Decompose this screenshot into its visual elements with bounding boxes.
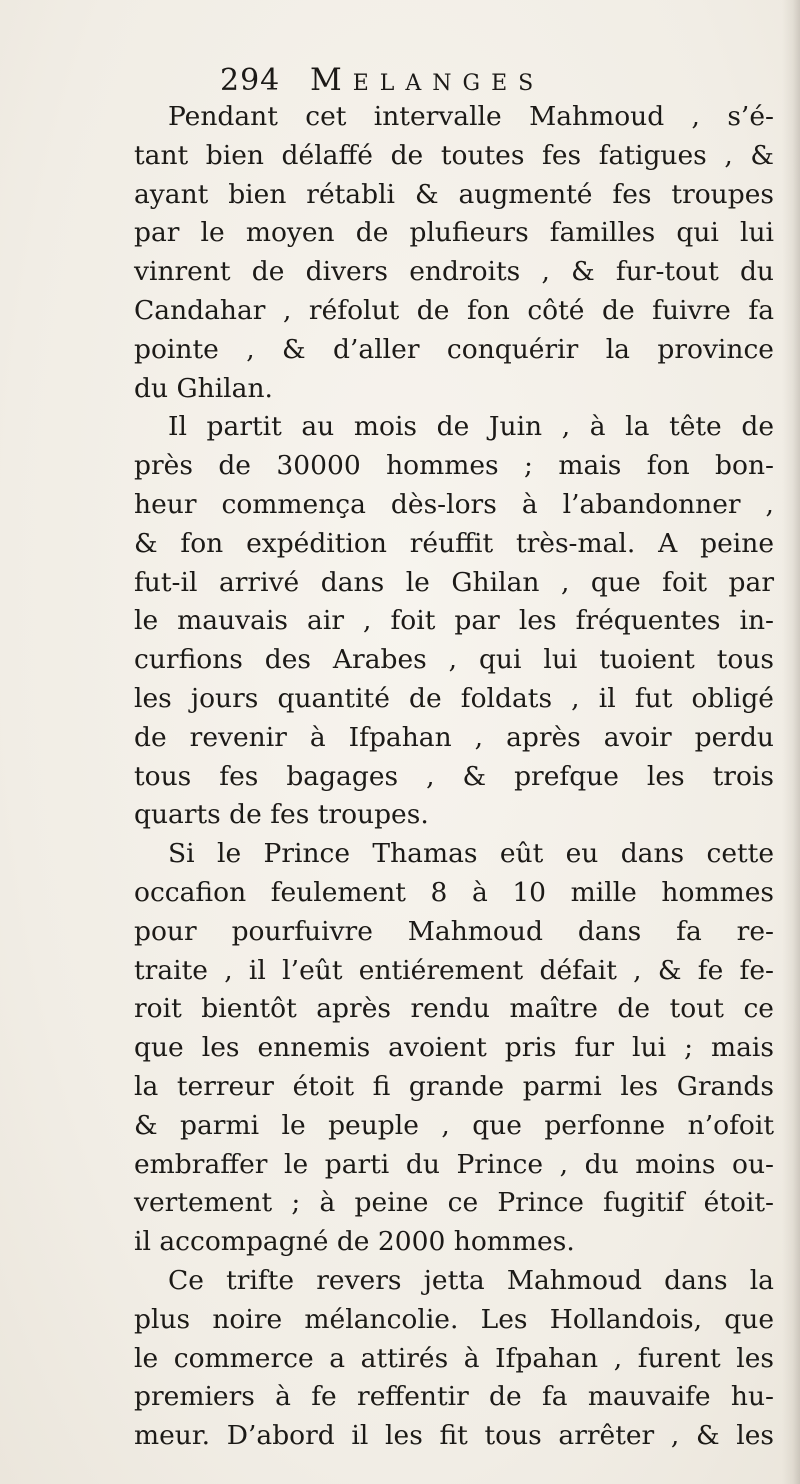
text-line: plus noire mélancolie. Les Hollandois, que (134, 1303, 774, 1335)
running-head (220, 62, 660, 102)
page-edge-shadow (782, 0, 800, 1484)
text-line: & parmi le peuple , que perfonne n’ofoit (134, 1109, 774, 1141)
text-line: du Ghilan. (134, 372, 273, 404)
paragraph (134, 835, 774, 1262)
text-line: occafion feulement 8 à 10 mille hommes (134, 876, 774, 908)
text-line: traite , il l’eût entiérement défait , & fe fe- (134, 954, 774, 986)
text-line: vinrent de divers endroits , & fur-tout du (134, 256, 774, 288)
paragraph (134, 98, 774, 408)
text-line: curfions des Arabes , qui lui tuoient tous (134, 644, 774, 676)
text-line: il accompagné de 2000 hommes. (134, 1226, 575, 1258)
text-line: Il partit au mois de Juin , à la tête de (168, 411, 774, 443)
text-line: embraffer le parti du Prince , du moins ou- (134, 1148, 774, 1180)
text-line: que les ennemis avoient pris fur lui ; mais (134, 1032, 774, 1064)
paragraph (134, 1262, 774, 1456)
text-line: Candahar , réfolut de fon côté de fuivre fa (134, 294, 774, 326)
text-line: Si le Prince Thamas eût eu dans cette (168, 838, 774, 870)
text-line: ayant bien rétabli & augmenté fes troupes (134, 178, 774, 210)
text-line: près de 30000 hommes ; mais fon bon- (134, 450, 774, 482)
running-title: Melanges (310, 62, 545, 98)
text-line: Pendant cet intervalle Mahmoud , s’é- (168, 101, 774, 132)
page-number: 294 (220, 63, 281, 98)
text-line: le commerce a attirés à Ifpahan , furent les (134, 1342, 774, 1374)
text-line: vertement ; à peine ce Prince fugitif étoit- (134, 1187, 774, 1219)
text-line: les jours quantité de foldats , il fut obligé (134, 682, 774, 714)
text-line: pour pourfuivre Mahmoud dans fa re- (134, 915, 774, 947)
text-line: la terreur étoit fi grande parmi les Grands (134, 1070, 774, 1102)
text-line: tous fes bagages , & prefque les trois (134, 760, 774, 792)
text-line: meur. D’abord il les fit tous arrêter , & les (134, 1420, 774, 1452)
text-line: fut-il arrivé dans le Ghilan , que foit par (134, 566, 774, 598)
text-line: quarts de fes troupes. (134, 799, 429, 831)
text-line: roit bientôt après rendu maître de tout ce (134, 993, 774, 1025)
text-line: tant bien délaffé de toutes fes fatigues , & (134, 139, 774, 171)
text-line: & fon expédition réuffit très-mal. A peine (134, 527, 774, 559)
text-line: de revenir à Ifpahan , après avoir perdu (134, 721, 774, 753)
text-line: premiers à fe reffentir de fa mauvaife hu- (134, 1381, 774, 1413)
text-line: le mauvais air , foit par les fréquentes in- (134, 605, 774, 637)
paragraph (134, 408, 774, 835)
text-block (134, 98, 774, 1456)
text-line: par le moyen de plufieurs familles qui lui (134, 217, 774, 249)
text-line: pointe , & d’aller conquérir la province (134, 333, 774, 365)
text-line: heur commença dès-lors à l’abandonner , (134, 488, 774, 520)
text-line: Ce trifte revers jetta Mahmoud dans la (168, 1264, 774, 1296)
